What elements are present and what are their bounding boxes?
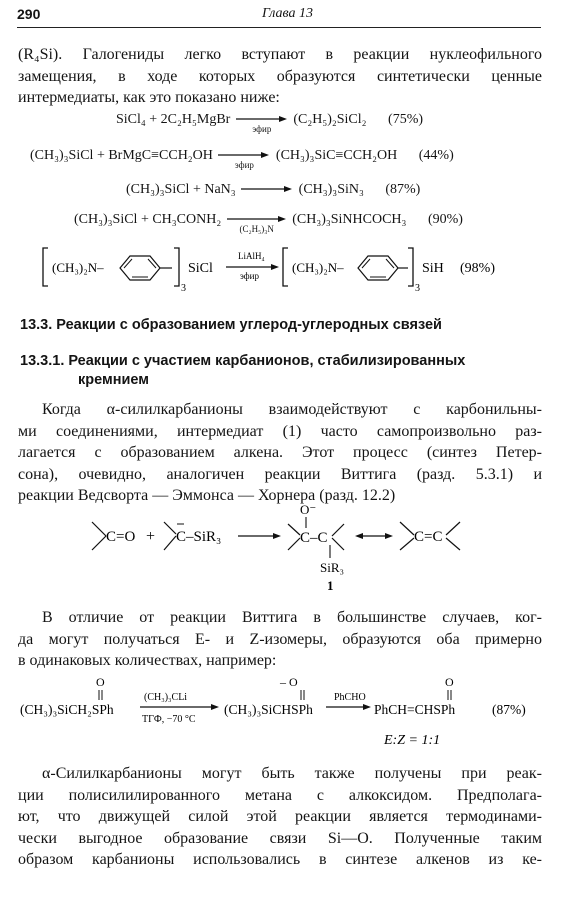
reaction-arrow [239, 183, 295, 197]
example-reaction [18, 672, 548, 750]
text-line: ют, что движущей силой этой реакции является термодинами- [18, 808, 542, 825]
intermediate-silyl: SiR₃ [320, 560, 345, 575]
peterson-scheme [80, 500, 480, 595]
reactant-formula: (CH₃)₃SiCH₂SPh [20, 702, 114, 717]
cond-below-1: ТГФ, −70 °C [142, 714, 196, 725]
running-title: Глава 13 [262, 6, 313, 21]
text-line: Когда α-силилкарбанионы взаимодействуют с карбонильны- [42, 401, 542, 418]
eq-left: (CH₃)₃SiCl + CH₃CONH₂ [74, 212, 222, 227]
text-line: реакции Ведсворта — Эммонса — Хорнера (разд. 12.2) [18, 487, 396, 504]
eq-right: (C₂H₅)₂SiCl₂ [293, 112, 367, 127]
header-rule [17, 27, 541, 28]
isomer-ratio: E:Z = 1:1 [384, 733, 441, 748]
arrow-icon [239, 183, 295, 197]
eq-left: (CH₃)₃SiCl + BrMgC≡CCH₂OH [30, 148, 213, 163]
bracket-right-close [408, 248, 413, 286]
reaction-arrow [234, 113, 290, 134]
heading-line: кремнием [78, 372, 149, 388]
compound-number: 1 [327, 578, 334, 593]
arrow-condition-below: (C₂H₅)₃N [239, 223, 274, 234]
eq5-left-tail: SiCl [188, 261, 213, 276]
subsection-heading [20, 352, 465, 390]
eq-yield: (75%) [388, 112, 424, 127]
text-line: интермедиаты, как это показано ниже: [18, 89, 280, 106]
text-line: (R₄Si). Галогениды легко вступают в реакции нуклеофильного [18, 46, 542, 63]
eq5-right-group: (CH₃)₂N– [292, 260, 344, 275]
alkene-formula: C=C [414, 529, 443, 545]
cond-above-2: PhCHO [334, 692, 366, 703]
eq5-cond-above: LiAlH₄ [238, 251, 265, 261]
bracket-left-open [43, 248, 48, 286]
text-line: ми соединениями, интермедиат (1) часто самопроизвольно раз- [18, 422, 542, 440]
reaction-arrow [225, 213, 289, 234]
carbonyl-formula: C=O [106, 529, 136, 545]
equation-4 [74, 212, 463, 234]
product-oxygen: O [445, 675, 454, 689]
plus-sign: + [146, 528, 156, 545]
intermediate-core: C–C [300, 530, 328, 546]
arrow-condition-below: эфир [234, 159, 254, 170]
text-line: сона), очевидно, аналогичен реакции Виттига (разд. 5.3.1) и [18, 465, 542, 483]
eq-left: (CH₃)₃SiCl + NaN₃ [126, 182, 236, 197]
bracket-left-close [174, 248, 179, 286]
paragraph-peterson [18, 399, 542, 507]
heading-line: 13.3.1. Реакции с участием карбанионов, стабилизированных [20, 353, 466, 369]
reactant-oxygen: O [96, 675, 105, 689]
equation-2 [30, 148, 454, 170]
eq5-yield: (98%) [460, 261, 495, 276]
text-line: чески выгодное образование связи Si—O. Полученные таким [18, 829, 542, 847]
text-line: α-Силилкарбанионы могут быть также получены при реак- [42, 765, 542, 782]
benzene-ring-icon [358, 256, 398, 280]
eq-right: (CH₃)₃SiC≡CCH₂OH [275, 148, 398, 163]
arrow-condition-below: эфир [252, 123, 272, 134]
equation-5 [40, 244, 540, 294]
section-heading: 13.3. Реакции с образованием углерод-углеродных связей [20, 317, 442, 333]
eq-yield: (44%) [418, 148, 454, 163]
eq5-cond-below: эфир [240, 271, 259, 281]
text-line: замещения, в ходе которых образуются синтетически ценные [18, 67, 542, 85]
product-formula: PhCH=CHSPh [374, 702, 456, 717]
example-yield: (87%) [492, 702, 526, 717]
equation-3 [126, 182, 420, 198]
eq5-sub-right: 3 [415, 283, 420, 294]
intermediate-oxide: O⁻ [300, 502, 317, 517]
eq-yield: (87%) [385, 182, 421, 197]
text-line: лагается с образованием алкена. Этот процесс (синтез Петер- [18, 444, 542, 461]
text-line: да могут получаться E- и Z-изомеры, образуются оба примерно [18, 630, 542, 648]
carbanion-formula: C–SiR₃ [176, 529, 222, 545]
text-line: образом карбанионы использовались в синтезе алкенов из ке- [18, 851, 542, 868]
cond-above-1: (CH₃)₃CLi [144, 692, 188, 703]
eq5-left-group: (CH₃)₂N– [52, 260, 104, 275]
eq-yield: (90%) [427, 212, 463, 227]
reaction-arrow [216, 149, 272, 170]
text-line: в одинаковых количествах, например: [18, 652, 277, 669]
eq-right: (CH₃)₃SiN₃ [298, 182, 364, 197]
paragraph-intro [18, 44, 542, 109]
intermediate-oxygen: – O [280, 675, 298, 689]
benzene-ring-icon [120, 256, 160, 280]
paragraph-carbanions [18, 763, 542, 871]
bracket-right-open [283, 248, 288, 286]
eq-left: SiCl₄ + 2C₂H₅MgBr [116, 112, 231, 127]
paragraph-isomers [18, 607, 542, 672]
eq-right: (CH₃)₃SiNHCOCH₃ [292, 212, 407, 227]
text-line: ции полисилилированного метана с алкоксидом. Предполага- [18, 786, 542, 804]
eq5-right-tail: SiH [422, 261, 444, 276]
equation-1 [116, 112, 424, 134]
text-line: В отличие от реакции Виттига в большинстве случаев, ког- [42, 609, 542, 626]
eq5-sub: 3 [181, 283, 186, 294]
intermediate-formula: (CH₃)₃SiCHSPh [224, 702, 313, 717]
page-number: 290 [17, 6, 41, 22]
